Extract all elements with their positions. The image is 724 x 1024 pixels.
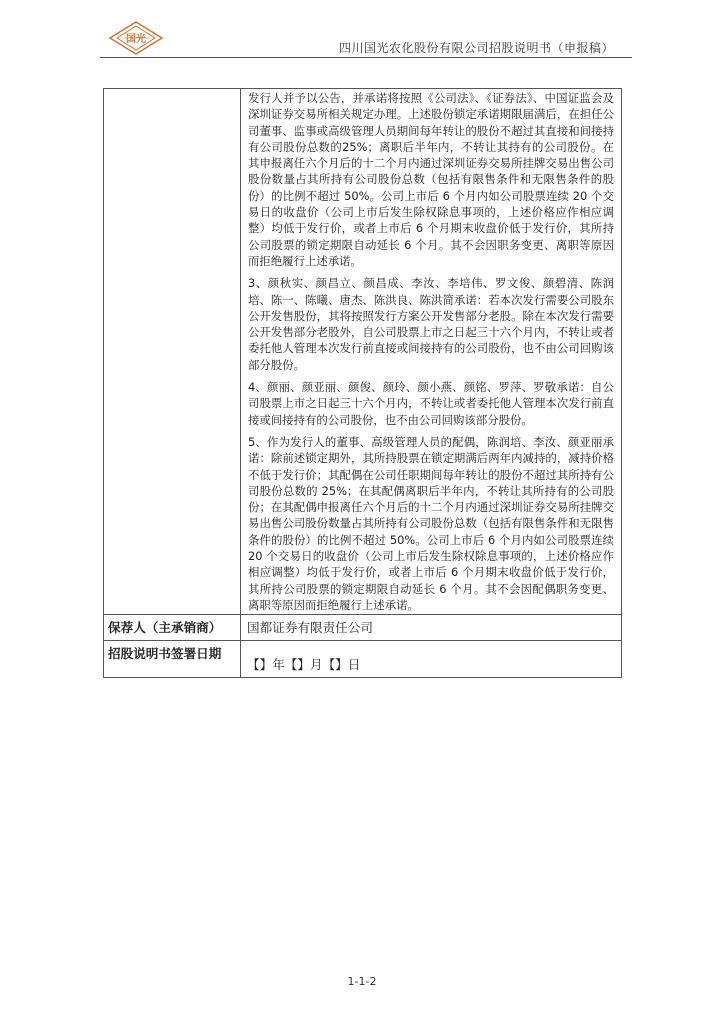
header-divider xyxy=(100,57,632,58)
commitment-paragraph: 3、颜秋实、颜昌立、颜昌成、李汝、李培伟、罗文俊、颜碧清、陈润培、陈一、陈曦、唐杰、陈洪良、陈洪简承诺：若本次发行需要公司股东公开发售股份，其将按照发行方案公开发售部分老股。除在本次发行需要公开发售部分老股外，自公司股票上市之日起三十六个月内，不转让或者委托他人管理本次发行前直接或间接持有的公司股份，也不由公司回购该部分股份。 xyxy=(248,276,614,372)
commitment-content-cell xyxy=(241,89,622,615)
sponsor-row xyxy=(104,615,622,641)
sponsor-value: 国都证券有限责任公司 xyxy=(241,615,622,641)
page-number: 1-1-2 xyxy=(347,975,377,988)
commitment-paragraph: 4、颜丽、颜亚丽、颜俊、颜玲、颜小燕、颜铭、罗萍、罗敬承诺：自公司股票上市之日起三十六个月内，不转让或者委托他人管理本次发行前直接或间接持有的公司股份，也不由公司回购该部分股份。 xyxy=(248,380,614,427)
commitment-row xyxy=(104,89,622,615)
commitment-label-cell xyxy=(104,89,241,615)
document-title: 四川国光农化股份有限公司招股说明书（申报稿） xyxy=(338,41,614,55)
sponsor-label: 保荐人（主承销商） xyxy=(104,615,241,641)
commitment-paragraph: 发行人并予以公告，并承诺将按照《公司法》、《证券法》、中国证监会及深圳证券交易所相关规定办理。上述股份锁定承诺期限届满后，在担任公司董事、监事或高级管理人员期间每年转让的股份不超过其直接和间接持有公司股份总数的25%；离职后半年内，不转让其持有的公司股份。在其申报离任六个月后的十二个月内通过深圳证券交易所挂牌交易出售公司股份数量占其所持有公司股份总数（包括有限售条件和无限售条件的股份）的比例不超过 50%。公司上市后 6 个月内如公司股票连续 20 个交易日的收盘价（公司上市后发生除权除息事项的，上述价格应作相应调整）均低于发行价，或者上市后 6 个月期末收盘价低于发行价，其所持公司股票的锁定期限自动延长 6 个月。其不会因职务变更、离职等原因而拒绝履行上述承诺。 xyxy=(248,91,614,268)
page-header xyxy=(100,20,632,60)
logo-text: 国光 xyxy=(126,34,146,45)
signing-date-row xyxy=(104,641,622,678)
company-logo xyxy=(108,20,164,56)
signing-date-label: 招股说明书签署日期 xyxy=(104,641,241,678)
info-table xyxy=(103,88,622,678)
signing-date-value: 【】年【】月【】日 xyxy=(241,641,622,678)
commitment-paragraph: 5、作为发行人的董事、高级管理人员的配偶，陈润培、李汝、颜亚丽承诺：除前述锁定期外，其所持股票在锁定期满后两年内减持的，减持价格不低于发行价；其配偶在公司任职期间每年转让的股份不超过其所持有公司股份总数的 25%；在其配偶离职后半年内，不转让其所持有的公司股份；在其配偶申报离任六个月后的十二个月内通过深圳证券交易所挂牌交易出售公司股份数量占其所持有公司股份总数（包括有限售条件和无限售条件的股份）的比例不超过 50%。公司上市后 6 个月内如公司股票连续 20 个交易日的收盘价（公司上市后发生除权除息事项的，上述价格应作相应调整）均低于发行价，或者上市后 6 个月期末收盘价低于发行价，其所持公司股票的锁定期限自动延长 6 个月。其不会因配偶职务变更、离职等原因而拒绝履行上述承诺。 xyxy=(248,434,614,612)
